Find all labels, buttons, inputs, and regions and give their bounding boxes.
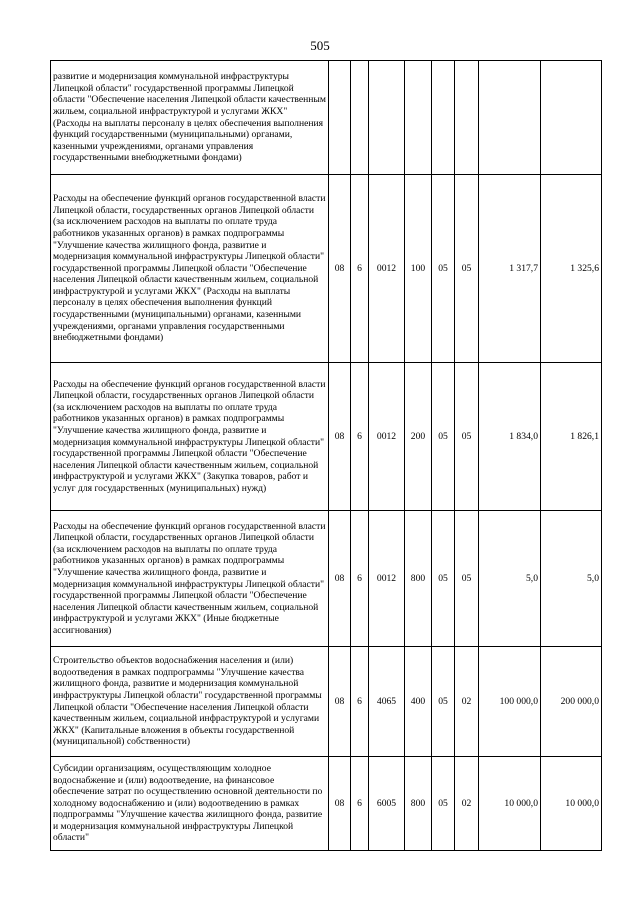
section-code: 05: [432, 511, 455, 647]
expense-type-code: 800: [405, 511, 432, 647]
amount-year-1: 1 834,0: [479, 363, 541, 511]
program-code: [329, 61, 351, 175]
row-description: развитие и модернизация коммунальной инфраструктуры Липецкой области" государственной программы Липецкой области "Обеспечение населения Липецкой области качественным жильем, социальной инфраструктурой и услугами ЖКХ" (Расходы на выплаты персоналу в целях обеспечения выполнения функций государственными (муниципальными) органами, казенными учреждениями, органами управления государственными внебюджетными фондами): [51, 61, 329, 175]
row-description: Расходы на обеспечение функций органов государственной власти Липецкой области, государственных органов Липецкой области (за исключением расходов на выплаты по оплате труда работников указанных органов) в рамках подпрограммы "Улучшение качества жилищного фонда, развитие и модернизация коммунальной инфраструктуры Липецкой области" государственной программы Липецкой области "Обеспечение населения Липецкой области качественным жильем, социальной инфраструктурой и услугами ЖКХ" (Иные бюджетные ассигнования): [51, 511, 329, 647]
amount-year-1: 100 000,0: [479, 647, 541, 757]
budget-table: [50, 60, 602, 851]
page-number: 505: [310, 38, 330, 53]
program-code: 08: [329, 647, 351, 757]
row-description: Расходы на обеспечение функций органов государственной власти Липецкой области, государственных органов Липецкой области (за исключением расходов на выплаты по оплате труда работников указанных органов) в рамках подпрограммы "Улучшение качества жилищного фонда, развитие и модернизация коммунальной инфраструктуры Липецкой области" государственной программы Липецкой области "Обеспечение населения Липецкой области качественным жильем, социальной инфраструктурой и услугами ЖКХ" (Закупка товаров, работ и услуг для государственных (муниципальных) нужд): [51, 363, 329, 511]
direction-code: 0012: [369, 175, 405, 363]
expense-type-code: 200: [405, 363, 432, 511]
amount-year-2: 10 000,0: [541, 757, 602, 851]
amount-year-1: 5,0: [479, 511, 541, 647]
expense-type-code: [405, 61, 432, 175]
row-description: Субсидии организациям, осуществляющим холодное водоснабжение и (или) водоотведение, на финансовое обеспечение затрат по осуществлению основной деятельности по холодному водоснабжению и (или) водоотведению в рамках подпрограммы "Улучшение качества жилищного фонда, развитие и модернизация коммунальной инфраструктуры Липецкой области": [51, 757, 329, 851]
program-code: 08: [329, 175, 351, 363]
subprogram-code: 6: [351, 647, 369, 757]
table-row: [51, 757, 602, 851]
table-row: [51, 175, 602, 363]
subsection-code: 02: [455, 757, 479, 851]
direction-code: 0012: [369, 363, 405, 511]
direction-code: 4065: [369, 647, 405, 757]
amount-year-1: [479, 61, 541, 175]
section-code: 05: [432, 757, 455, 851]
subsection-code: 05: [455, 363, 479, 511]
direction-code: 0012: [369, 511, 405, 647]
subsection-code: 05: [455, 175, 479, 363]
amount-year-1: 1 317,7: [479, 175, 541, 363]
program-code: 08: [329, 511, 351, 647]
table-row: [51, 363, 602, 511]
subprogram-code: 6: [351, 757, 369, 851]
subprogram-code: 6: [351, 363, 369, 511]
amount-year-2: 200 000,0: [541, 647, 602, 757]
amount-year-2: 1 325,6: [541, 175, 602, 363]
table-row: [51, 647, 602, 757]
amount-year-2: 1 826,1: [541, 363, 602, 511]
amount-year-2: 5,0: [541, 511, 602, 647]
row-description: Расходы на обеспечение функций органов государственной власти Липецкой области, государственных органов Липецкой области (за исключением расходов на выплаты по оплате труда работников указанных органов) в рамках подпрограммы "Улучшение качества жилищного фонда, развитие и модернизация коммунальной инфраструктуры Липецкой области" государственной программы Липецкой области "Обеспечение населения Липецкой области качественным жильем, социальной инфраструктурой и услугами ЖКХ" (Расходы на выплаты персоналу в целях обеспечения выполнения функций государственными (муниципальными) органами, казенными учреждениями, органами управления государственными внебюджетными фондами): [51, 175, 329, 363]
table-row: [51, 511, 602, 647]
subprogram-code: [351, 61, 369, 175]
section-code: 05: [432, 647, 455, 757]
table-row: [51, 61, 602, 175]
subsection-code: 05: [455, 511, 479, 647]
section-code: 05: [432, 175, 455, 363]
subsection-code: 02: [455, 647, 479, 757]
amount-year-1: 10 000,0: [479, 757, 541, 851]
subsection-code: [455, 61, 479, 175]
direction-code: [369, 61, 405, 175]
program-code: 08: [329, 757, 351, 851]
subprogram-code: 6: [351, 511, 369, 647]
section-code: 05: [432, 363, 455, 511]
program-code: 08: [329, 363, 351, 511]
section-code: [432, 61, 455, 175]
expense-type-code: 100: [405, 175, 432, 363]
subprogram-code: 6: [351, 175, 369, 363]
expense-type-code: 800: [405, 757, 432, 851]
expense-type-code: 400: [405, 647, 432, 757]
row-description: Строительство объектов водоснабжения населения и (или) водоотведения в рамках подпрограммы "Улучшение качества жилищного фонда, развитие и модернизация коммунальной инфраструктуры Липецкой области" государственной программы Липецкой области "Обеспечение населения Липецкой области качественным жильем, социальной инфраструктурой и услугами ЖКХ" (Капитальные вложения в объекты государственной (муниципальной) собственности): [51, 647, 329, 757]
amount-year-2: [541, 61, 602, 175]
direction-code: 6005: [369, 757, 405, 851]
